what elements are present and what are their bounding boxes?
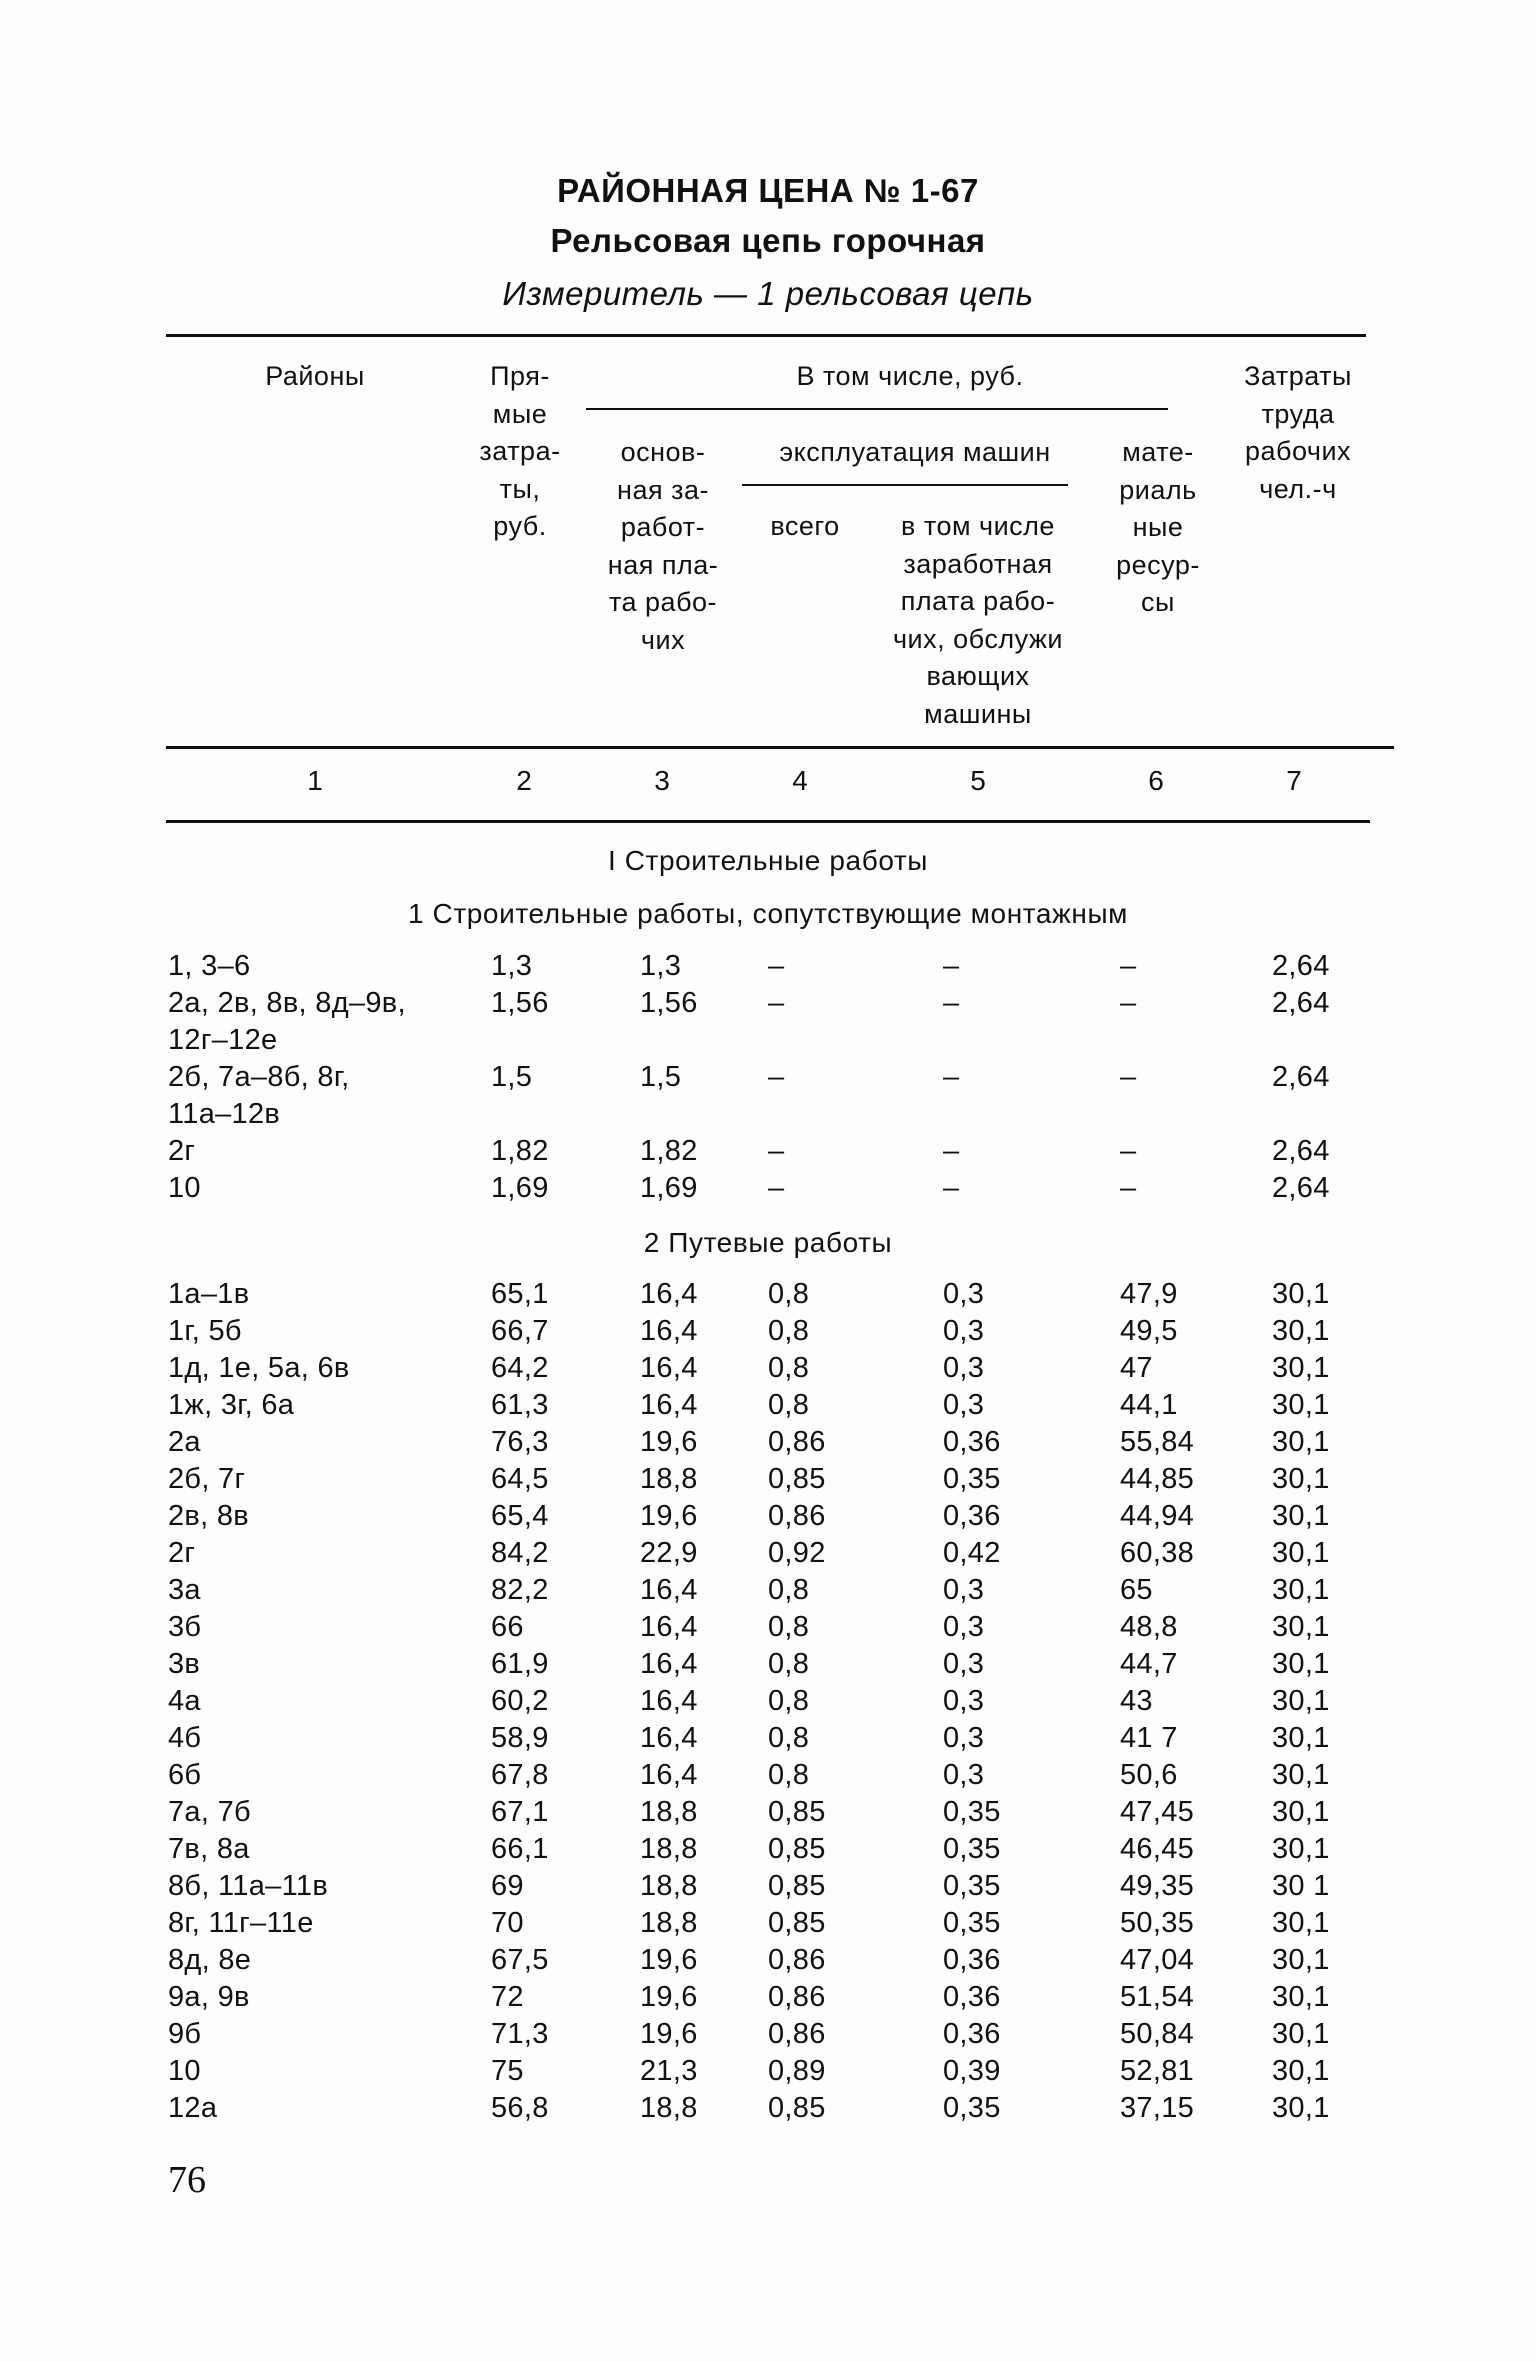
- table-cell-col2: 70: [491, 1907, 524, 1939]
- table-cell-col1: 7а, 7б: [168, 1796, 251, 1828]
- table-cell-col3: 22,9: [640, 1537, 698, 1569]
- table-cell-col4: 0,85: [768, 1907, 826, 1939]
- column-number-4: 4: [792, 765, 808, 796]
- table-cell-col7: 30,1: [1272, 2055, 1330, 2087]
- table-cell-col6: 49,35: [1120, 1870, 1195, 1902]
- table-cell-col5: –: [943, 1061, 960, 1093]
- table-cell-col1: 12г–12е: [168, 1024, 278, 1056]
- table-cell-col3: 19,6: [640, 1944, 698, 1976]
- table-cell-col3: 16,4: [640, 1648, 698, 1680]
- table-cell-col7: 30,1: [1272, 1685, 1330, 1717]
- header-group-rule: [586, 408, 1168, 410]
- table-cell-col3: 19,6: [640, 2018, 698, 2050]
- table-row: [0, 1685, 1536, 1722]
- table-cell-col1: 3б: [168, 1611, 202, 1643]
- table-cell-col1: 12а: [168, 2092, 218, 2124]
- table-cell-col1: 3а: [168, 1574, 201, 1606]
- table-cell-col6: 48,8: [1120, 1611, 1178, 1643]
- table-cell-col6: 50,6: [1120, 1759, 1178, 1791]
- header-direct-costs: Пря- мые затра- ты, руб.: [479, 361, 561, 541]
- table-cell-col5: 0,36: [943, 1426, 1001, 1458]
- table-cell-col4: 0,8: [768, 1759, 810, 1791]
- table-cell-col2: 61,9: [491, 1648, 549, 1680]
- table-row: [0, 1537, 1536, 1574]
- table-cell-col7: 2,64: [1272, 987, 1330, 1019]
- table-cell-col5: 0,36: [943, 1981, 1001, 2013]
- table-cell-col4: –: [768, 1061, 785, 1093]
- table-row: [0, 1061, 1536, 1098]
- table-cell-col4: 0,8: [768, 1278, 810, 1310]
- table-cell-col4: 0,8: [768, 1685, 810, 1717]
- table-cell-col7: 30,1: [1272, 1278, 1330, 1310]
- table-row: [0, 1574, 1536, 1611]
- table-cell-col6: 47,45: [1120, 1796, 1195, 1828]
- table-cell-col6: –: [1120, 1172, 1137, 1204]
- table-row: [0, 1315, 1536, 1352]
- table-cell-col2: 56,8: [491, 2092, 549, 2124]
- table-cell-col3: 18,8: [640, 1833, 698, 1865]
- table-cell-col6: 44,7: [1120, 1648, 1178, 1680]
- table-cell-col6: 52,81: [1120, 2055, 1195, 2087]
- table-cell-col3: 19,6: [640, 1981, 698, 2013]
- table-cell-col2: 75: [491, 2055, 524, 2087]
- table-cell-col5: 0,3: [943, 1574, 985, 1606]
- table-cell-col1: 9а, 9в: [168, 1981, 250, 2013]
- table-cell-col4: 0,8: [768, 1648, 810, 1680]
- header-machines-total: всего: [770, 511, 840, 541]
- table-cell-col2: 66,7: [491, 1315, 549, 1347]
- table-row: [0, 987, 1536, 1024]
- table-row: [0, 2018, 1536, 2055]
- table-cell-col3: 18,8: [640, 1796, 698, 1828]
- table-cell-col4: 0,92: [768, 1537, 826, 1569]
- table-cell-col6: 50,84: [1120, 2018, 1195, 2050]
- table-cell-col1: 7в, 8а: [168, 1833, 250, 1865]
- table-cell-col4: 0,8: [768, 1352, 810, 1384]
- table-cell-col6: 44,94: [1120, 1500, 1195, 1532]
- table-cell-col2: 65,1: [491, 1278, 549, 1310]
- table-cell-col7: 30,1: [1272, 1389, 1330, 1421]
- table-cell-col1: 2г: [168, 1135, 196, 1167]
- table-cell-col2: 1,5: [491, 1061, 533, 1093]
- column-number-6: 6: [1148, 765, 1164, 796]
- table-cell-col3: 1,56: [640, 987, 698, 1019]
- section-track-works: 2 Путевые работы: [643, 1227, 893, 1258]
- table-top-rule: [166, 334, 1366, 337]
- column-number-5: 5: [970, 765, 986, 796]
- table-cell-col7: 30,1: [1272, 1759, 1330, 1791]
- table-cell-col4: 0,85: [768, 2092, 826, 2124]
- table-cell-col5: 0,3: [943, 1648, 985, 1680]
- table-cell-col4: 0,8: [768, 1722, 810, 1754]
- table-cell-col1: 2б, 7г: [168, 1463, 246, 1495]
- table-cell-col1: 4б: [168, 1722, 202, 1754]
- table-cell-col6: 51,54: [1120, 1981, 1195, 2013]
- table-row: [0, 1389, 1536, 1426]
- header-labor: Затраты труда рабочих чел.-ч: [1244, 361, 1352, 504]
- table-cell-col1: 11а–12в: [168, 1098, 281, 1130]
- table-cell-col7: 30,1: [1272, 2018, 1330, 2050]
- table-cell-col3: 16,4: [640, 1611, 698, 1643]
- table-cell-col2: 58,9: [491, 1722, 549, 1754]
- table-cell-col2: 1,56: [491, 987, 549, 1019]
- table-cell-col2: 76,3: [491, 1426, 549, 1458]
- table-cell-col3: 18,8: [640, 1870, 698, 1902]
- table-row: [0, 2055, 1536, 2092]
- table-cell-col3: 1,82: [640, 1135, 698, 1167]
- table-row: [0, 2092, 1536, 2129]
- section-construction: I Строительные работы: [607, 845, 929, 876]
- table-cell-col7: 30,1: [1272, 1944, 1330, 1976]
- table-cell-col1: 6б: [168, 1759, 202, 1791]
- table-row: [0, 1611, 1536, 1648]
- table-cell-col1: 3в: [168, 1648, 201, 1680]
- table-cell-col7: 30,1: [1272, 1426, 1330, 1458]
- table-cell-col1: 2в, 8в: [168, 1500, 249, 1532]
- table-cell-col6: 43: [1120, 1685, 1153, 1717]
- table-cell-col1: 1ж, 3г, 6а: [168, 1389, 295, 1421]
- table-cell-col5: –: [943, 1135, 960, 1167]
- header-regions: Районы: [265, 361, 365, 391]
- table-cell-col3: 16,4: [640, 1574, 698, 1606]
- table-cell-col1: 1, 3–6: [168, 950, 251, 982]
- table-row: [0, 1024, 1536, 1061]
- table-cell-col1: 4а: [168, 1685, 201, 1717]
- table-cell-col1: 10: [168, 2055, 201, 2087]
- header-subgroup-rule: [742, 484, 1068, 486]
- table-cell-col7: 2,64: [1272, 1061, 1330, 1093]
- table-cell-col2: 1,69: [491, 1172, 549, 1204]
- column-number-3: 3: [654, 765, 670, 796]
- table-cell-col2: 64,2: [491, 1352, 549, 1384]
- table-cell-col1: 1г, 5б: [168, 1315, 242, 1347]
- table-cell-col3: 16,4: [640, 1278, 698, 1310]
- table-cell-col5: 0,3: [943, 1389, 985, 1421]
- table-cell-col7: 30,1: [1272, 1981, 1330, 2013]
- table-cell-col1: 10: [168, 1172, 201, 1204]
- table-cell-col7: 30,1: [1272, 1611, 1330, 1643]
- table-cell-col4: 0,86: [768, 1500, 826, 1532]
- table-cell-col4: –: [768, 1135, 785, 1167]
- table-cell-col3: 16,4: [640, 1389, 698, 1421]
- table-cell-col3: 21,3: [640, 2055, 698, 2087]
- table-cell-col7: 30,1: [1272, 1315, 1330, 1347]
- table-cell-col5: 0,3: [943, 1722, 985, 1754]
- table-cell-col6: 44,85: [1120, 1463, 1195, 1495]
- header-materials: мате- риаль ные ресур- сы: [1116, 437, 1200, 617]
- table-cell-col6: –: [1120, 1061, 1137, 1093]
- table-cell-col7: 30,1: [1272, 1500, 1330, 1532]
- table-cell-col3: 18,8: [640, 1907, 698, 1939]
- table-cell-col6: 49,5: [1120, 1315, 1178, 1347]
- table-cell-col2: 67,8: [491, 1759, 549, 1791]
- table-row: [0, 1722, 1536, 1759]
- table-cell-col6: 47,04: [1120, 1944, 1195, 1976]
- table-cell-col5: 0,35: [943, 1870, 1001, 1902]
- table-cell-col4: 0,8: [768, 1315, 810, 1347]
- table-cell-col1: 2г: [168, 1537, 196, 1569]
- table-cell-col3: 16,4: [640, 1352, 698, 1384]
- table-cell-col4: 0,85: [768, 1870, 826, 1902]
- table-row: [0, 1759, 1536, 1796]
- table-cell-col5: 0,3: [943, 1352, 985, 1384]
- table-cell-col1: 8г, 11г–11е: [168, 1907, 314, 1939]
- table-cell-col2: 61,3: [491, 1389, 549, 1421]
- document-measure: Измеритель — 1 рельсовая цепь: [502, 275, 1034, 312]
- table-cell-col2: 65,4: [491, 1500, 549, 1532]
- table-cell-col4: 0,8: [768, 1389, 810, 1421]
- table-cell-col1: 8д, 8е: [168, 1944, 252, 1976]
- table-cell-col7: 30,1: [1272, 1833, 1330, 1865]
- table-row: [0, 1981, 1536, 2018]
- table-cell-col1: 2а: [168, 1426, 201, 1458]
- table-cell-col5: 0,35: [943, 2092, 1001, 2124]
- table-cell-col3: 18,8: [640, 2092, 698, 2124]
- table-cell-col4: –: [768, 1172, 785, 1204]
- column-number-2: 2: [516, 765, 532, 796]
- table-cell-col2: 67,5: [491, 1944, 549, 1976]
- table-cell-col3: 1,3: [640, 950, 682, 982]
- table-cell-col4: 0,8: [768, 1611, 810, 1643]
- table-cell-col7: 30,1: [1272, 1537, 1330, 1569]
- table-cell-col2: 66: [491, 1611, 524, 1643]
- table-cell-col1: 8б, 11а–11в: [168, 1870, 329, 1902]
- table-cell-col7: 30,1: [1272, 1796, 1330, 1828]
- table-cell-col3: 1,69: [640, 1172, 698, 1204]
- table-cell-col5: 0,35: [943, 1463, 1001, 1495]
- table-cell-col6: –: [1120, 950, 1137, 982]
- table-cell-col4: –: [768, 987, 785, 1019]
- header-group-including: В том числе, руб.: [796, 361, 1024, 391]
- table-cell-col5: –: [943, 987, 960, 1019]
- header-bottom-rule: [166, 746, 1394, 749]
- table-cell-col4: 0,85: [768, 1833, 826, 1865]
- table-cell-col2: 71,3: [491, 2018, 549, 2050]
- table-cell-col6: 65: [1120, 1574, 1153, 1606]
- column-number-1: 1: [307, 765, 323, 796]
- table-cell-col3: 18,8: [640, 1463, 698, 1495]
- table-cell-col2: 67,1: [491, 1796, 549, 1828]
- table-cell-col5: 0,3: [943, 1759, 985, 1791]
- table-cell-col2: 84,2: [491, 1537, 549, 1569]
- table-row: [0, 950, 1536, 987]
- document-title: РАЙОННАЯ ЦЕНА № 1-67: [557, 172, 979, 209]
- page-number: 76: [168, 2159, 206, 2201]
- table-row: [0, 1172, 1536, 1209]
- table-cell-col5: 0,42: [943, 1537, 1001, 1569]
- table-cell-col5: 0,3: [943, 1685, 985, 1717]
- table-cell-col5: 0,3: [943, 1315, 985, 1347]
- table-cell-col5: 0,35: [943, 1833, 1001, 1865]
- table-cell-col1: 9б: [168, 2018, 202, 2050]
- table-cell-col6: 41 7: [1120, 1722, 1178, 1754]
- table-cell-col2: 1,3: [491, 950, 533, 982]
- table-cell-col3: 1,5: [640, 1061, 682, 1093]
- table-cell-col4: 0,86: [768, 1426, 826, 1458]
- table-cell-col7: 2,64: [1272, 1172, 1330, 1204]
- table-cell-col6: 55,84: [1120, 1426, 1195, 1458]
- table-cell-col2: 60,2: [491, 1685, 549, 1717]
- table-cell-col6: 37,15: [1120, 2092, 1195, 2124]
- table-cell-col4: 0,85: [768, 1796, 826, 1828]
- table-cell-col4: 0,89: [768, 2055, 826, 2087]
- table-cell-col5: 0,36: [943, 1500, 1001, 1532]
- table-row: [0, 1135, 1536, 1172]
- table-cell-col7: 30,1: [1272, 1463, 1330, 1495]
- table-cell-col2: 66,1: [491, 1833, 549, 1865]
- table-row: [0, 1648, 1536, 1685]
- table-row: [0, 1870, 1536, 1907]
- table-cell-col5: 0,3: [943, 1278, 985, 1310]
- header-machine-wages: в том числе заработная плата рабо- чих, обслужи вающих машины: [892, 511, 1064, 729]
- table-cell-col5: –: [943, 1172, 960, 1204]
- table-cell-col3: 16,4: [640, 1759, 698, 1791]
- column-number-7: 7: [1286, 765, 1302, 796]
- table-cell-col4: 0,86: [768, 1944, 826, 1976]
- table-cell-col4: 0,8: [768, 1574, 810, 1606]
- table-row: [0, 1907, 1536, 1944]
- table-cell-col7: 2,64: [1272, 1135, 1330, 1167]
- table-cell-col5: 0,36: [943, 2018, 1001, 2050]
- table-cell-col4: 0,85: [768, 1463, 826, 1495]
- table-cell-col5: 0,39: [943, 2055, 1001, 2087]
- table-cell-col7: 30,1: [1272, 1352, 1330, 1384]
- document-subtitle: Рельсовая цепь горочная: [550, 222, 986, 259]
- table-cell-col6: 44,1: [1120, 1389, 1178, 1421]
- table-row: [0, 1352, 1536, 1389]
- table-cell-col3: 19,6: [640, 1500, 698, 1532]
- table-row: [0, 1796, 1536, 1833]
- table-row: [0, 1426, 1536, 1463]
- table-cell-col1: 1д, 1е, 5а, 6в: [168, 1352, 350, 1384]
- column-numbers-rule: [166, 820, 1370, 823]
- table-cell-col5: –: [943, 950, 960, 982]
- table-cell-col4: 0,86: [768, 2018, 826, 2050]
- table-row: [0, 1944, 1536, 1981]
- section-accompanying-works: 1 Строительные работы, сопутствующие монтажным: [407, 898, 1129, 929]
- table-cell-col1: 2а, 2в, 8в, 8д–9в,: [168, 987, 406, 1019]
- table-cell-col6: 46,45: [1120, 1833, 1195, 1865]
- table-cell-col5: 0,36: [943, 1944, 1001, 1976]
- table-cell-col3: 19,6: [640, 1426, 698, 1458]
- table-cell-col6: 47: [1120, 1352, 1153, 1384]
- table-cell-col2: 69: [491, 1870, 524, 1902]
- table-cell-col2: 72: [491, 1981, 524, 2013]
- table-row: [0, 1500, 1536, 1537]
- table-cell-col1: 1а–1в: [168, 1278, 250, 1310]
- table-cell-col2: 82,2: [491, 1574, 549, 1606]
- table-cell-col6: –: [1120, 1135, 1137, 1167]
- table-cell-col5: 0,35: [943, 1796, 1001, 1828]
- table-cell-col7: 30,1: [1272, 1574, 1330, 1606]
- header-machine-operation: эксплуатация машин: [779, 437, 1051, 467]
- table-cell-col6: 50,35: [1120, 1907, 1195, 1939]
- table-cell-col2: 64,5: [491, 1463, 549, 1495]
- table-row: [0, 1098, 1536, 1135]
- table-cell-col7: 30,1: [1272, 2092, 1330, 2124]
- table-cell-col7: 2,64: [1272, 950, 1330, 982]
- table-cell-col2: 1,82: [491, 1135, 549, 1167]
- table-cell-col7: 30,1: [1272, 1722, 1330, 1754]
- table-row: [0, 1833, 1536, 1870]
- table-cell-col7: 30,1: [1272, 1907, 1330, 1939]
- table-cell-col3: 16,4: [640, 1685, 698, 1717]
- table-cell-col6: 47,9: [1120, 1278, 1178, 1310]
- table-cell-col7: 30 1: [1272, 1870, 1330, 1902]
- table-cell-col4: –: [768, 950, 785, 982]
- table-cell-col5: 0,3: [943, 1611, 985, 1643]
- table-cell-col3: 16,4: [640, 1315, 698, 1347]
- table-cell-col6: 60,38: [1120, 1537, 1195, 1569]
- table-row: [0, 1278, 1536, 1315]
- table-cell-col1: 2б, 7а–8б, 8г,: [168, 1061, 350, 1093]
- table-cell-col4: 0,86: [768, 1981, 826, 2013]
- table-cell-col6: –: [1120, 987, 1137, 1019]
- header-base-wages: основ- ная за- работ- ная пла- та рабо- чих: [607, 437, 719, 655]
- table-cell-col7: 30,1: [1272, 1648, 1330, 1680]
- table-cell-col3: 16,4: [640, 1722, 698, 1754]
- table-cell-col5: 0,35: [943, 1907, 1001, 1939]
- table-row: [0, 1463, 1536, 1500]
